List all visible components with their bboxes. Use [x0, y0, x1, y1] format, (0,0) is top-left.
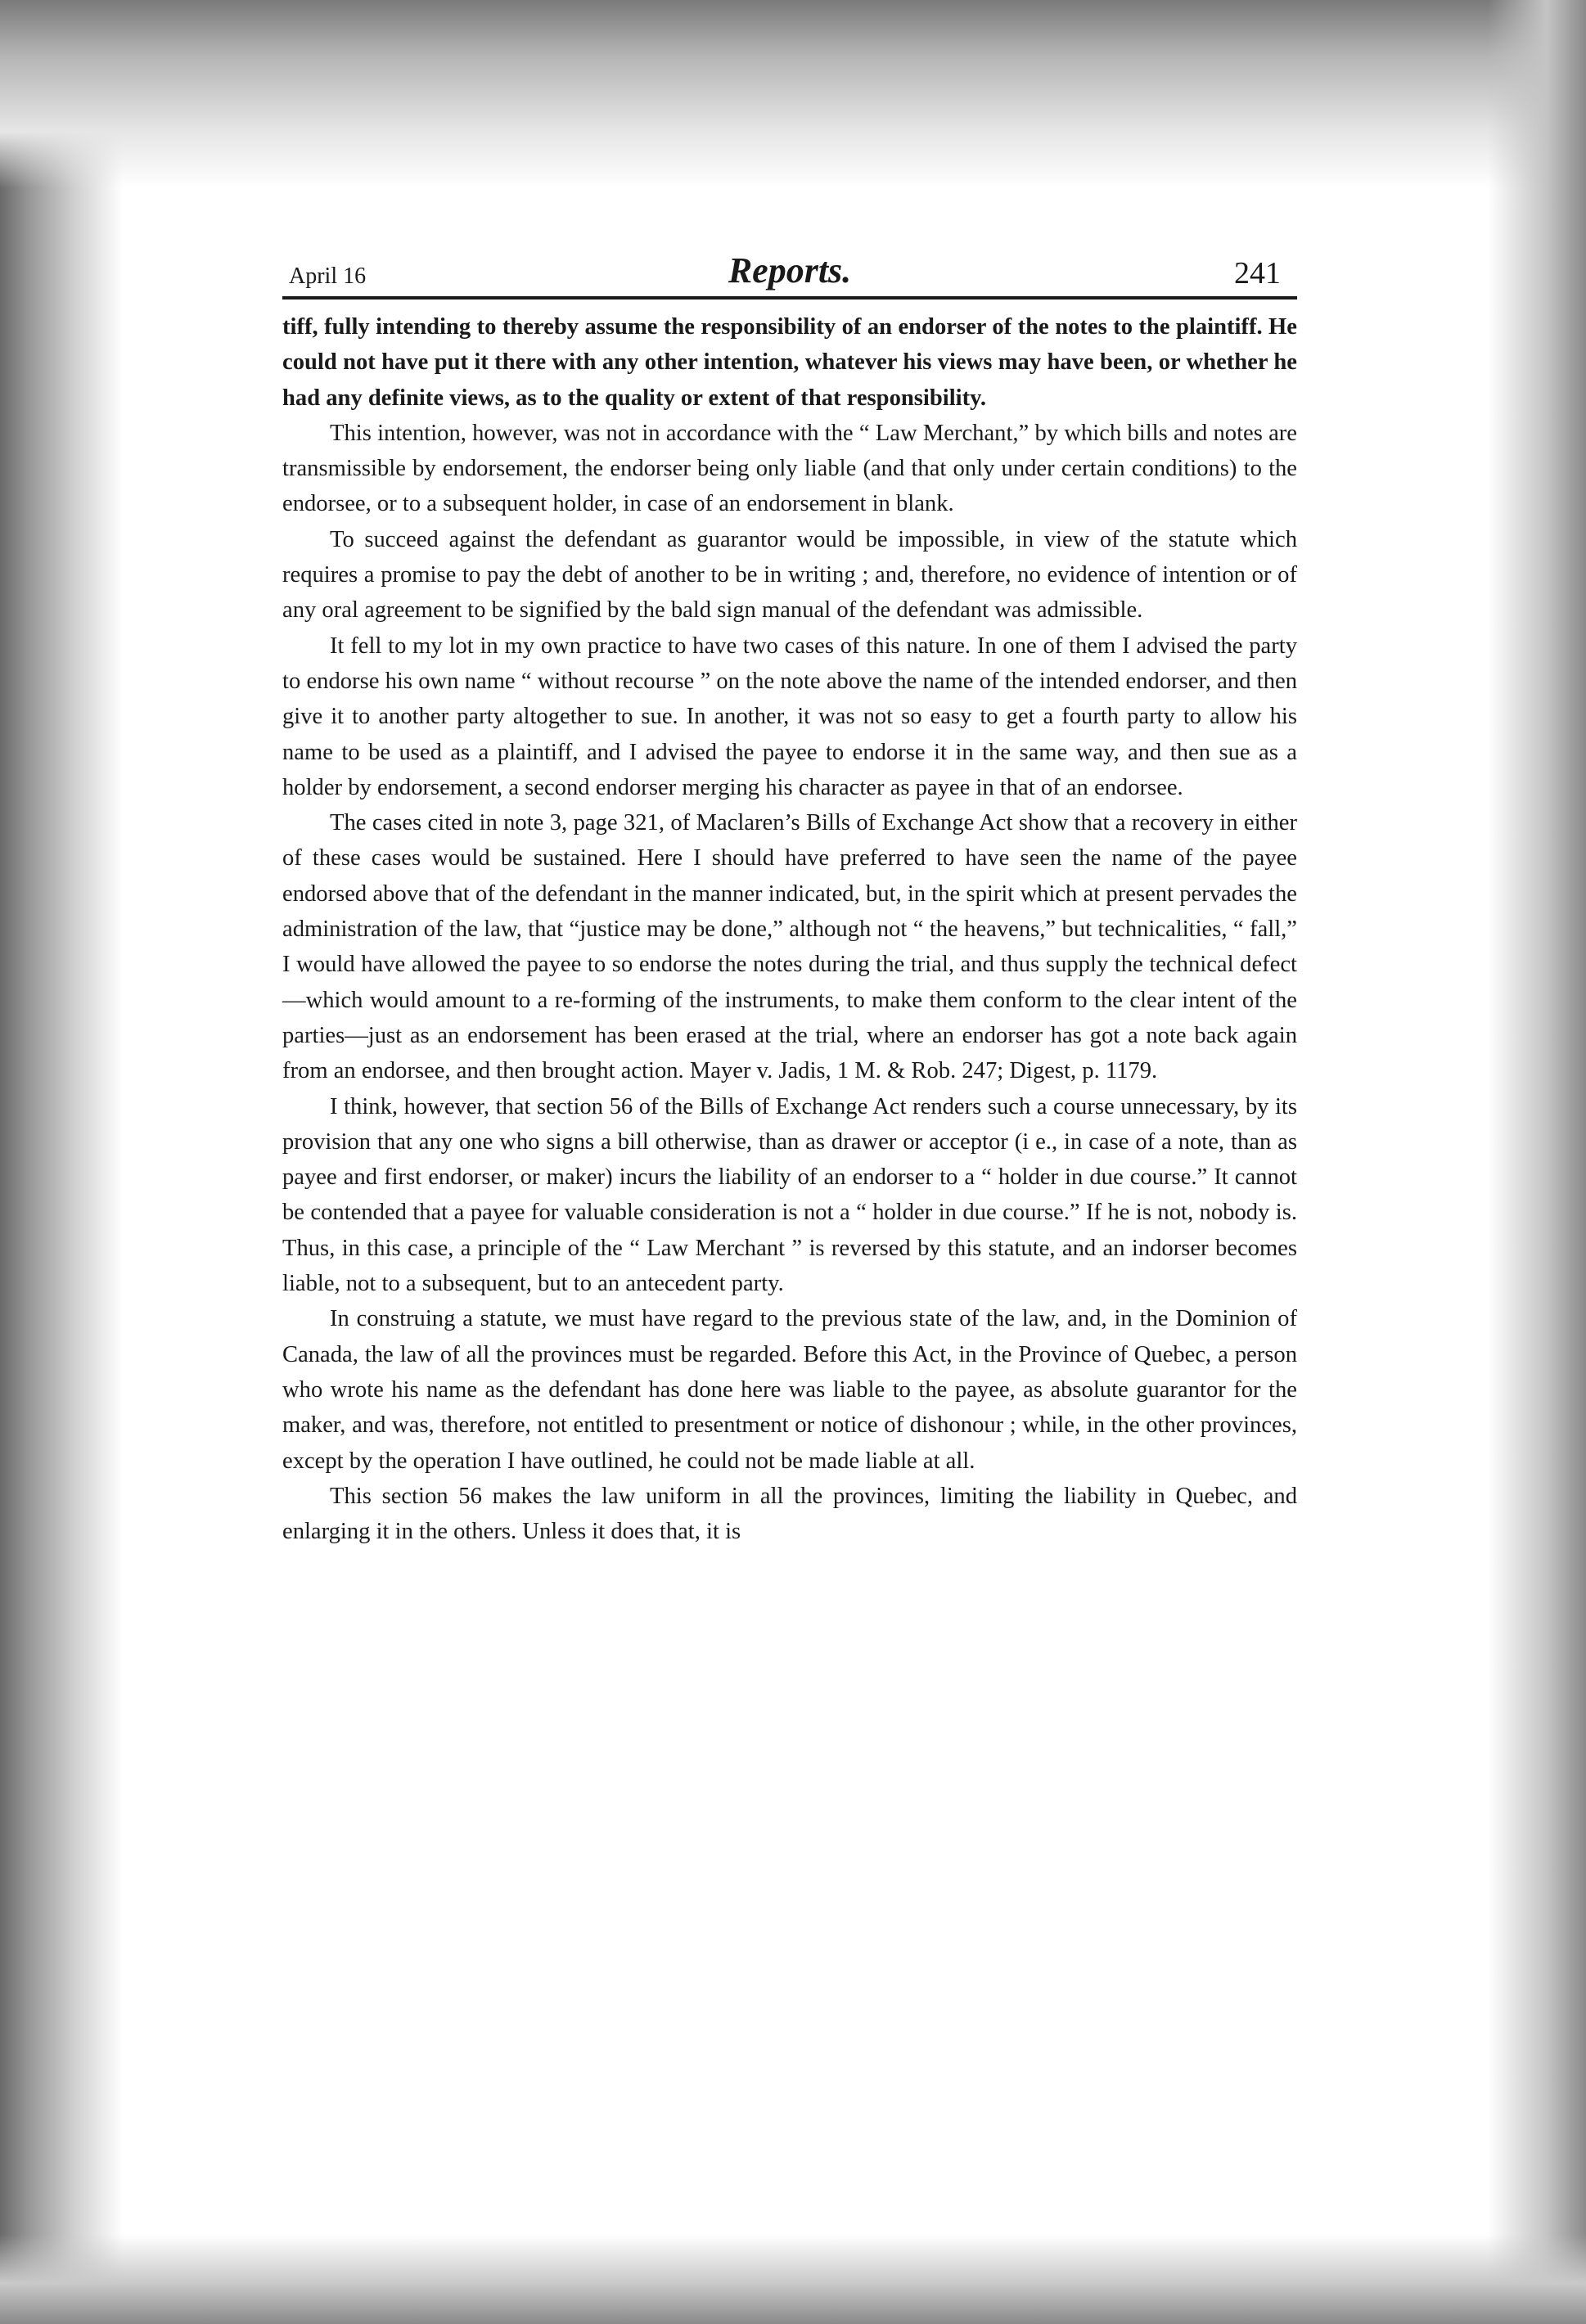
paragraph: This intention, however, was not in accordance with the “ Law Merchant,” by which bills and notes are transmissible by endorsement, the endorser being only liable (and that only under certain conditions) to the endorsee, or to a subsequent holder, in case of an endorsement in blank.	[282, 420, 1297, 517]
page-number: 241	[1234, 256, 1281, 290]
scan-shadow-right	[1488, 0, 1586, 2324]
paragraph: In construing a statute, we must have regard to the previous state of the law, and, in the Dominion of Canada, the law of all the provinces must be regarded. Before this Act, in the Province of Quebec, a person who wrote his name as the defendant has done here was liable to the payee, as absolute guarantor for the maker, and was, therefore, not entitled to presentment or notice of dishonour ; while, in the other provinces, except by the operation I have outlined, he could not be made liable at all.	[282, 1306, 1297, 1474]
running-head-title: Reports.	[728, 250, 852, 290]
running-head-date: April 16	[289, 263, 367, 289]
scan-shadow-left	[0, 0, 123, 2324]
paragraph: The cases cited in note 3, page 321, of Maclaren’s Bills of Exchange Act show that a recovery in either of these cases would be sustained. Here I should have preferred to have seen the name of the payee endorsed above that of the defendant in the manner indicated, but, in the spirit which at present pervades the administration of the law, that “justice may be done,” although not “ the heavens,” but technicalities, “ fall,” I would have allowed the payee to so endorse the notes during the trial, and thus supply the technical defect—which would amount to a re-forming of the instruments, to make them conform to the clear intent of the parties—just as an endorsement has been erased at the trial, where an endorser has got a note back again from an endorsee, and then brought action. Mayer v. Jadis, 1 M. & Rob. 247; Digest, p. 1179.	[282, 810, 1297, 1084]
scan-shadow-bottom	[0, 2234, 1586, 2324]
paragraph-continued: tiff, fully intending to thereby assume the responsibility of an endorser of the notes to the plaintiff. He could not have put it there with any other intention, whatever his views may have been, or whether he had any definite views, as to the quality or extent of that responsibility.	[282, 314, 1297, 411]
body-text	[282, 309, 1297, 1549]
paragraph: It fell to my lot in my own practice to have two cases of this nature. In one of them I advised the party to endorse his own name “ without recourse ” on the note above the name of the intended endorser, and then give it to another party altogether to sue. In another, it was not so easy to get a fourth party to allow his name to be used as a plaintiff, and I advised the payee to endorse it in the same way, and then sue as a holder by endorsement, a second endorser merging his character as payee in that of an endorsee.	[282, 633, 1297, 800]
book-page	[282, 244, 1297, 1549]
paragraph: This section 56 makes the law uniform in all the provinces, limiting the liability in Quebec, and enlarging it in the others. Unless it does that, it is	[282, 1483, 1297, 1545]
running-head	[282, 244, 1297, 300]
paragraph: To succeed against the defendant as guarantor would be impossible, in view of the statute which requires a promise to pay the debt of another to be in writing ; and, therefore, no evidence of intention or of any oral agreement to be signified by the bald sign manual of the defendant was admissible.	[282, 526, 1297, 624]
scan-shadow-top	[0, 0, 1586, 188]
paragraph: I think, however, that section 56 of the Bills of Exchange Act renders such a course unnecessary, by its provision that any one who signs a bill otherwise, than as drawer or acceptor (i e., in case of a note, than as payee and first endorser, or maker) incurs the liability of an endorser to a “ holder in due course.” It cannot be contended that a payee for valuable consideration is not a “ holder in due course.” If he is not, nobody is. Thus, in this case, a principle of the “ Law Merchant ” is reversed by this statute, and an indorser becomes liable, not to a subsequent, but to an antecedent party.	[282, 1093, 1297, 1297]
